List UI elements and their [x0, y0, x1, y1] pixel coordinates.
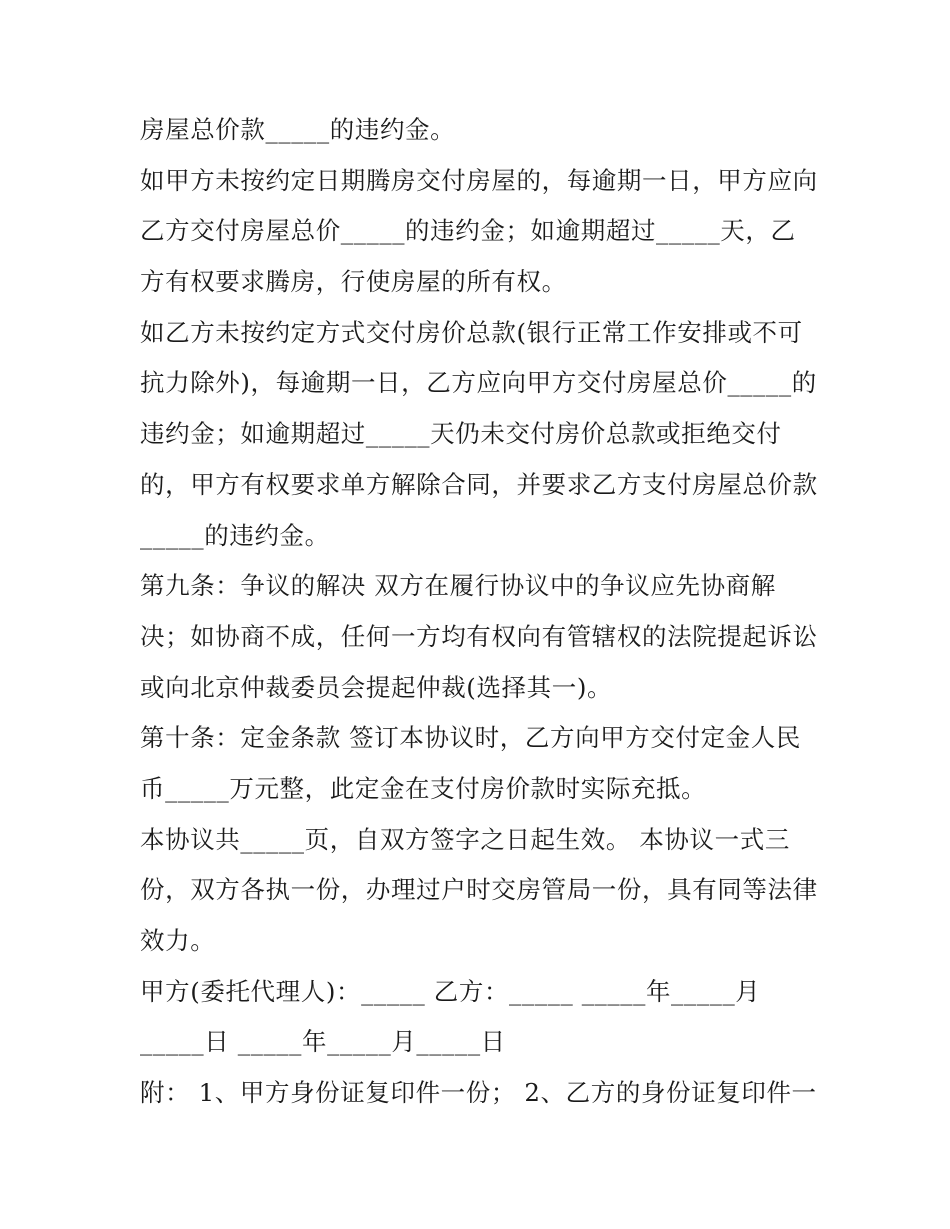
text-line: 币_____万元整，此定金在支付房价款时实际充抵。 — [140, 773, 707, 803]
article-10-line: 第十条：定金条款 签订本协议时，乙方向甲方交付定金人民 — [140, 723, 801, 753]
text-line: 本协议共_____页，自双方签字之日起生效。 本协议一式三 — [140, 824, 790, 854]
text-line: 的，甲方有权要求单方解除合同，并要求乙方支付房屋总价款 — [140, 469, 818, 499]
signature-line: 甲方(委托代理人)：_____ 乙方：_____ _____年_____月 — [140, 976, 761, 1006]
document-body — [140, 105, 830, 1119]
text-line: 抗力除外)，每逾期一日，乙方应向甲方交付房屋总价_____的 — [140, 368, 817, 398]
text-line: 乙方交付房屋总价_____的违约金；如逾期超过_____天，乙 — [140, 216, 796, 246]
text-line: _____的违约金。 — [140, 520, 330, 550]
date-line: _____日 _____年_____月_____日 — [140, 1027, 506, 1057]
text-line: 房屋总价款_____的违约金。 — [140, 115, 456, 144]
text-line: 方有权要求腾房，行使房屋的所有权。 — [140, 267, 567, 297]
text-line: 效力。 — [140, 926, 216, 955]
text-line: 份，双方各执一份，办理过户时交房管局一份，具有同等法律 — [140, 875, 818, 905]
text-line: 违约金；如逾期超过_____天仍未交付房价总款或拒绝交付 — [140, 419, 782, 449]
attachment-line: 附： 1、甲方身份证复印件一份； 2、乙方的身份证复印件一 — [140, 1078, 817, 1108]
text-line: 或向北京仲裁委员会提起仲裁(选择其一)。 — [140, 672, 613, 702]
text-line: 决；如协商不成，任何一方均有权向有管辖权的法院提起诉讼 — [140, 621, 818, 651]
text-line: 如甲方未按约定日期腾房交付房屋的，每逾期一日，甲方应向 — [140, 165, 818, 195]
text-line: 如乙方未按约定方式交付房价总款(银行正常工作安排或不可 — [140, 317, 803, 347]
article-9-line: 第九条：争议的解决 双方在履行协议中的争议应先协商解 — [140, 571, 776, 601]
